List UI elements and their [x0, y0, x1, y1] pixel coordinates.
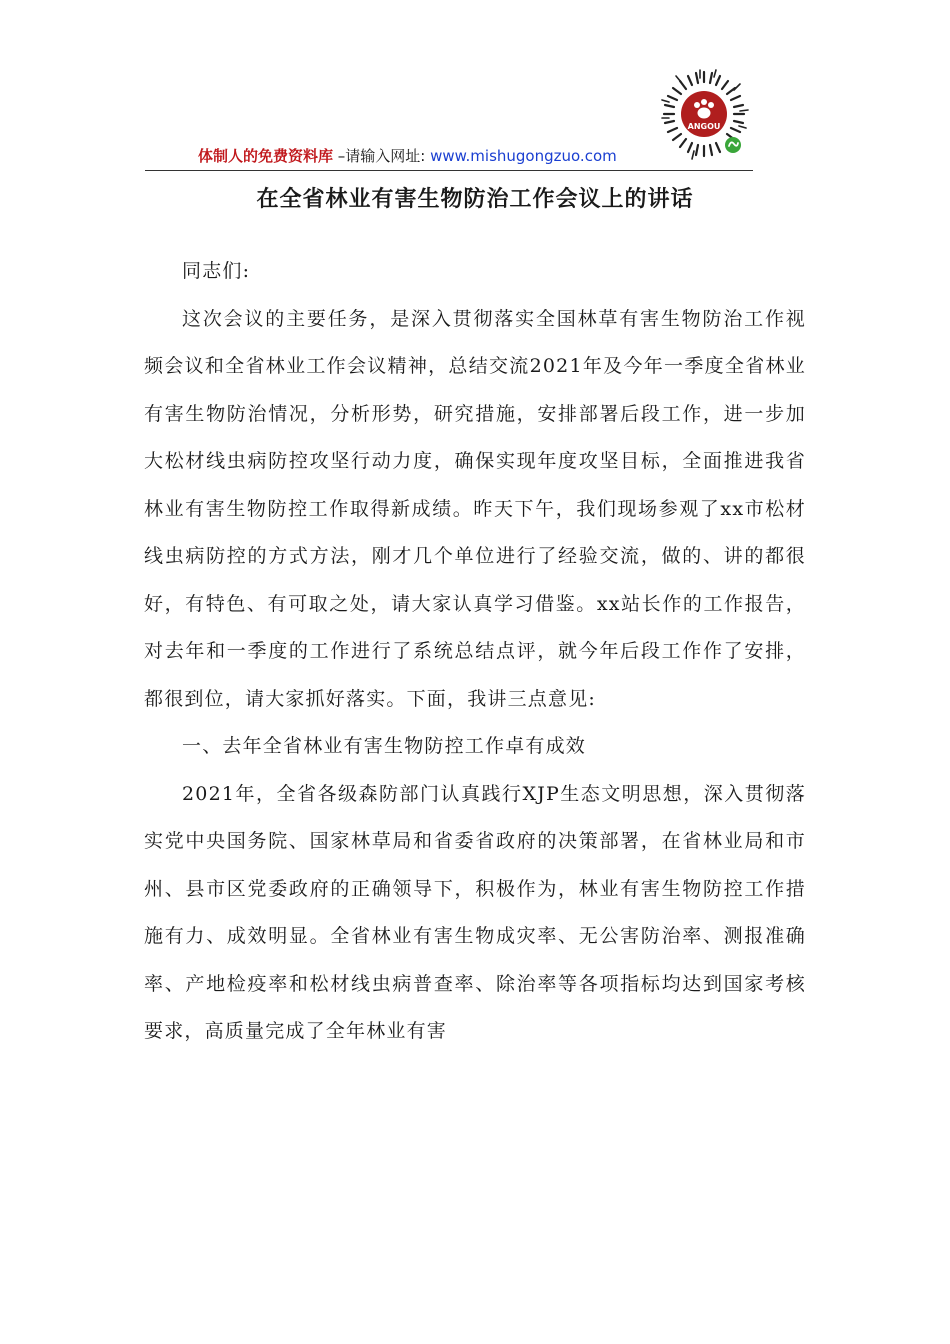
- section-heading-1: 一、去年全省林业有害生物防控工作卓有成效: [182, 735, 587, 757]
- salutation-paragraph: 同志们:: [182, 260, 251, 282]
- mini-program-qr-code[interactable]: [654, 68, 754, 164]
- header-banner: [198, 146, 617, 166]
- banner-url-link[interactable]: www.mishugongzuo.com: [430, 147, 617, 165]
- intro-paragraph: 这次会议的主要任务，是深入贯彻落实全国林草有害生物防治工作视频会议和全省林业工作会议精神，总结交流2021年及今年一季度全省林业有害生物防治情况，分析形势，研究措施，安排部署后段工作，进一步加大松材线虫病防控攻坚行动力度，确保实现年度攻坚目标，全面推进我省林业有害生物防控工作取得新成绩。昨天下午，我们现场参观了xx市松材线虫病防控的方式方法，刚才几个单位进行了经验交流，做的、讲的都很好，有特色、有可取之处，请大家认真学习借鉴。xx站长作的工作报告，对去年和一季度的工作进行了系统总结点评，就今年后段工作作了安排，都很到位，请大家抓好落实。下面，我讲三点意见:: [144, 307, 806, 710]
- document-body: [144, 248, 806, 1056]
- banner-brand: 体制人的免费资料库: [198, 147, 334, 165]
- qr-brand-label: ANGOU: [687, 122, 721, 131]
- banner-prompt: –请输入网址:: [333, 147, 431, 165]
- qr-code-graphic: [654, 68, 754, 164]
- mini-program-icon: [725, 137, 741, 153]
- document-title: 在全省林业有害生物防治工作会议上的讲话: [256, 186, 694, 212]
- body-paragraph: 2021年，全省各级森防部门认真践行XJP生态文明思想，深入贯彻落实党中央国务院、国家林草局和省委省政府的决策部署，在省林业局和市州、县市区党委政府的正确领导下，积极作为，林业有害生物防控工作措施有力、成效明显。全省林业有害生物成灾率、无公害防治率、测报准确率、产地检疫率和松材线虫病普查率、除治率等各项指标均达到国家考核要求，高质量完成了全年林业有害: [144, 782, 806, 1042]
- header-divider: [145, 170, 753, 171]
